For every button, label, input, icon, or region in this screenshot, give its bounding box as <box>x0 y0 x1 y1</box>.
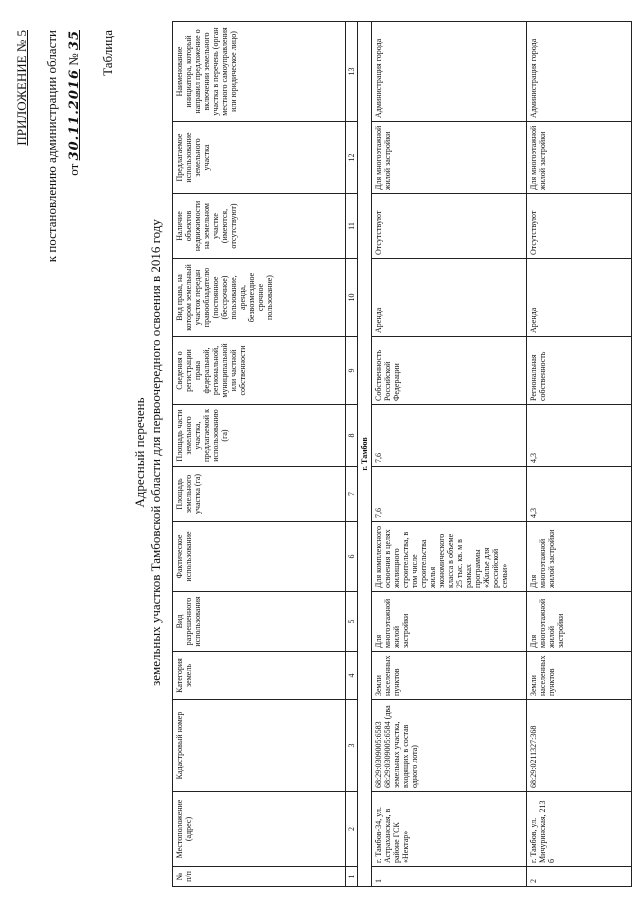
col-header: Наименование инициатора, который направил предложение о включении земельного участка в перечень (орган местного самоуправления или юридическое лицо) <box>173 22 346 122</box>
document-subtitle: земельных участков Тамбовской области для первоочередного освоения в 2016 году <box>148 219 163 686</box>
col-number: 12 <box>346 122 358 194</box>
cell-right-type: Аренда <box>527 259 632 337</box>
cell-address: г. Тамбов-34, ул. Астраханская, в районе ГСК «Нектар» <box>372 792 527 867</box>
col-number: 10 <box>346 259 358 337</box>
col-header: Наличие объектов недвижимости на земельном участке (имеются, отсутствуют) <box>173 194 346 259</box>
col-header: Местоположение (адрес) <box>173 792 346 867</box>
city-section-label: г. Тамбов <box>358 22 372 887</box>
col-number: 9 <box>346 337 358 405</box>
decree-reference: к постановлению администрации области <box>44 30 59 263</box>
cell-cadastral: 68:29:0309005:6583 68:29:0309005:6584 (два земельных участка, входящих в состав одного лота) <box>372 700 527 792</box>
col-number: 3 <box>346 700 358 792</box>
cell-cadastral: 68:29:0211327:368 <box>527 700 632 792</box>
col-number: 1 <box>346 867 358 887</box>
decree-date: 30.11.2016 <box>67 69 82 161</box>
cell-ownership: Региональная собственность <box>527 337 632 405</box>
cell-right-type: Аренда <box>372 259 527 337</box>
col-number: 7 <box>346 467 358 522</box>
table-row <box>527 22 632 887</box>
cell-number: 1 <box>372 867 527 887</box>
cell-actual-use: Для комплексного освоения в целях жилищного строительства, в том числе строительства жилья экономического класса в объеме 25 тыс. кв. м в рамках программы «Жилье для российской семьи» <box>372 522 527 592</box>
col-header: Предлагаемое использование земельного участка <box>173 122 346 194</box>
col-number: 4 <box>346 652 358 700</box>
decree-number: 35 <box>67 30 82 51</box>
cell-permitted-use: Для многоэтажной жилой застройки <box>527 592 632 652</box>
col-header: № п/п <box>173 867 346 887</box>
col-number: 2 <box>346 792 358 867</box>
col-header: Площадь земельного участка (га) <box>173 467 346 522</box>
number-label: № <box>66 53 81 66</box>
cell-number: 2 <box>527 867 632 887</box>
table-label: Таблица <box>100 30 115 76</box>
cell-initiator: Администрация города <box>527 22 632 122</box>
city-section-row <box>358 22 372 887</box>
cell-permitted-use: Для многоэтажной жилой застройки <box>372 592 527 652</box>
col-number: 11 <box>346 194 358 259</box>
cell-ownership: Собственность Российской Федерации <box>372 337 527 405</box>
col-header: Площадь части земельного участка, предлагаемой к использованию (га) <box>173 405 346 467</box>
land-plots-table <box>172 21 632 887</box>
cell-area-part: 7,6 <box>372 405 527 467</box>
cell-initiator: Администрация города <box>372 22 527 122</box>
cell-buildings: Отсутствуют <box>372 194 527 259</box>
cell-area: 4,3 <box>527 467 632 522</box>
cell-proposed-use: Для многоэтажной жилой застройки <box>372 122 527 194</box>
col-header: Сведения о регистрации права федеральной, региональной, муниципальной или частной собственности <box>173 337 346 405</box>
land-plots-table-wrap <box>172 22 632 887</box>
cell-area: 7,6 <box>372 467 527 522</box>
table-header-row <box>173 22 346 887</box>
col-header: Категория земель <box>173 652 346 700</box>
column-number-row <box>346 22 358 887</box>
appendix-heading: ПРИЛОЖЕНИЕ № 5 <box>14 30 29 146</box>
col-header: Кадастровый номер <box>173 700 346 792</box>
col-number: 5 <box>346 592 358 652</box>
col-number: 13 <box>346 22 358 122</box>
col-header: Фактическое использование <box>173 522 346 592</box>
from-label: от <box>66 163 81 176</box>
cell-category: Земли населенных пунктов <box>372 652 527 700</box>
cell-proposed-use: Для многоэтажной жилой застройки <box>527 122 632 194</box>
cell-area-part: 4,3 <box>527 405 632 467</box>
cell-buildings: Отсутствуют <box>527 194 632 259</box>
col-header: Вид права, на котором земельный участок передан правообладателю (постоянное (бессрочное) пользование, аренда, безвозмездное срочное пользование) <box>173 259 346 337</box>
cell-address: г. Тамбов, ул. Мичуринская, 213 б <box>527 792 632 867</box>
col-header: Вид разрешенного использования <box>173 592 346 652</box>
cell-category: Земли населенных пунктов <box>527 652 632 700</box>
decree-date-line <box>66 30 83 176</box>
document-title: Адресный перечень <box>132 397 147 508</box>
col-number: 8 <box>346 405 358 467</box>
col-number: 6 <box>346 522 358 592</box>
table-row <box>372 22 527 887</box>
cell-actual-use: Для многоэтажной жилой застройки <box>527 522 632 592</box>
